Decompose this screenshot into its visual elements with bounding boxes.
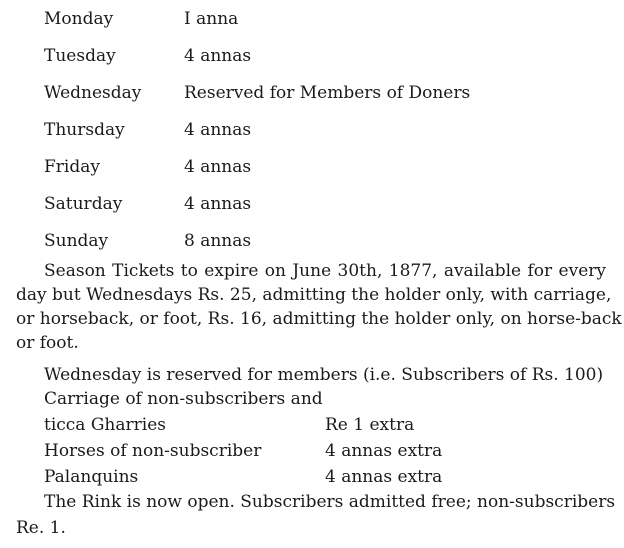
paragraph-line: The Rink is now open. Subscribers admitted free; non-subscribers [44,492,616,512]
schedule-day: Thursday [44,120,125,140]
schedule-fee: 4 annas [184,157,252,177]
schedule-fee: 8 annas [184,231,252,251]
schedule-day: Sunday [44,231,109,251]
extras-label: Carriage of non-subscribers and [44,389,323,409]
extras-item: ticca Gharries [44,415,166,435]
schedule-fee: 4 annas [184,46,252,66]
schedule-fee: 4 annas [184,120,252,140]
extras-charge: Re 1 extra [325,415,415,435]
wednesday-note: Wednesday is reserved for members (i.e. Subscribers of Rs. 100) [44,365,604,385]
paragraph-line: Re. 1. [16,518,66,538]
schedule-day: Monday [44,9,114,29]
extras-item: Horses of non-subscriber [44,441,262,461]
schedule-day: Friday [44,157,100,177]
schedule-day: Wednesday [44,83,142,103]
schedule-fee: I anna [184,9,239,29]
schedule-fee: 4 annas [184,194,252,214]
schedule-fee: Reserved for Members of Doners [184,83,471,103]
extras-item: Palanquins [44,467,139,487]
paragraph-line: Season Tickets to expire on June 30th, 1877, available for every [44,261,606,281]
extras-charge: 4 annas extra [325,467,443,487]
schedule-day: Tuesday [44,46,116,66]
paragraph-line: or foot. [16,333,79,353]
paragraph-line: day but Wednesdays Rs. 25, admitting the holder only, with carriage, [16,285,612,305]
schedule-day: Saturday [44,194,123,214]
paragraph-line: or horseback, or foot, Rs. 16, admitting the holder only, on horse-back [16,309,622,329]
extras-charge: 4 annas extra [325,441,443,461]
